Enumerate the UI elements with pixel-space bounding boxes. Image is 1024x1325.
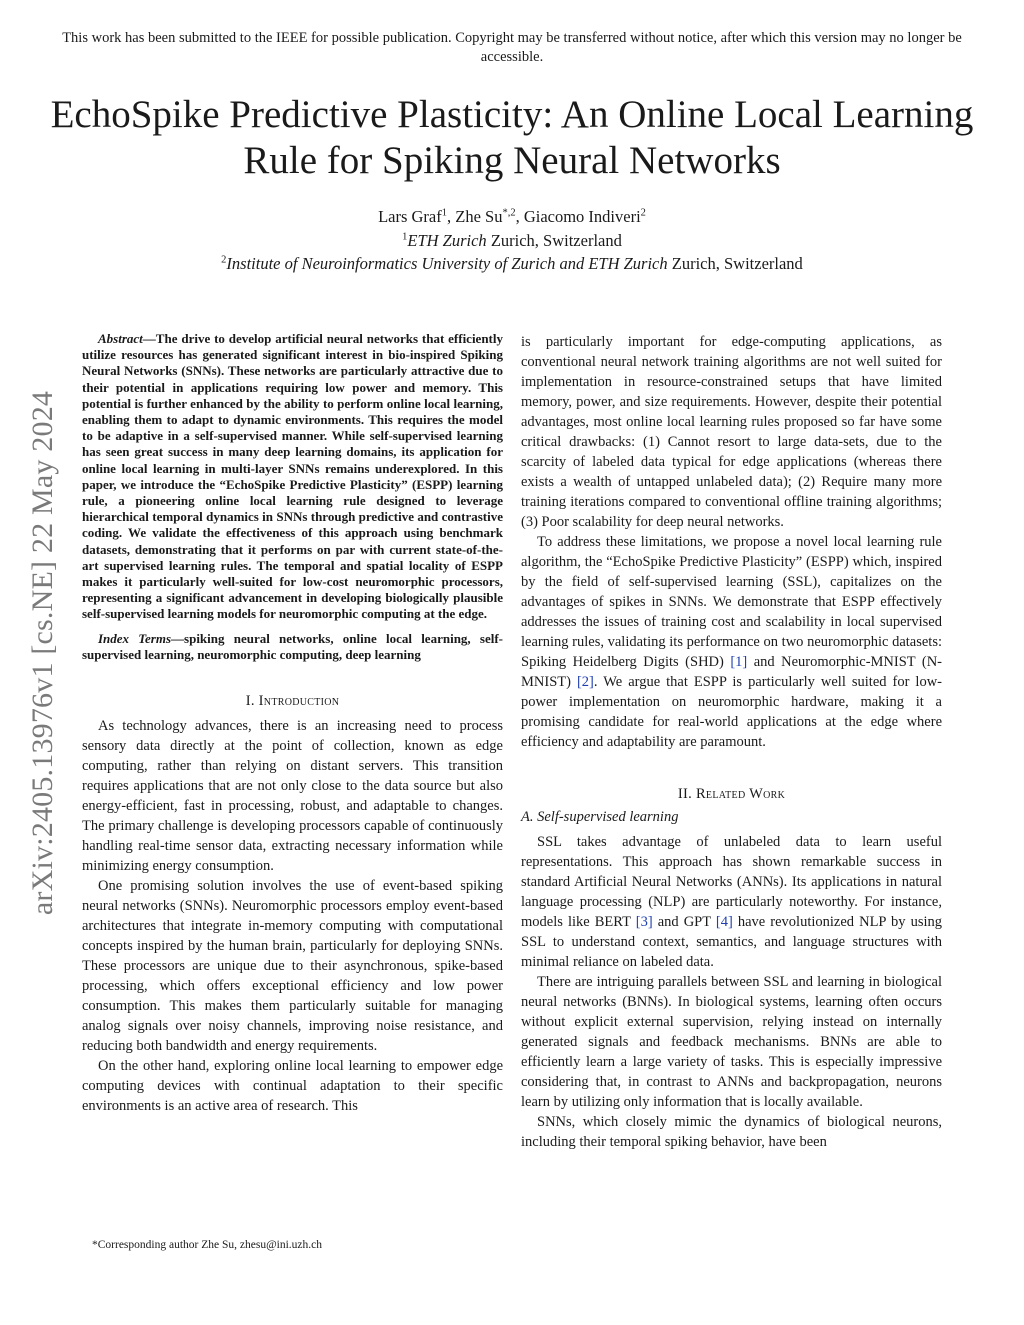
author-list — [40, 205, 984, 229]
paragraph: As technology advances, there is an increasing need to process sensory data directly at the point of collection, known as edge computing, rather than relying on distant servers. This transition requires applications that are not only close to the data source but also energy-efficient, fast in processing, robust, and adaptable to changes. The primary challenge is developing processors capable of continuously handling real-time sensor data, extracting necessary information while minimizing energy consumption. — [82, 718, 503, 875]
paragraph-text: SSL takes advantage of unlabeled data to learn useful representations. This approach has shown remarkable success in standard Artificial Neural Networks (ANNs). Its applications in natural language processing (NLP) are particularly noteworthy. For instance, models like BERT — [521, 834, 942, 930]
affiliation-institution: Institute of Neuroinformatics University of Zurich and ETH Zurich — [226, 254, 668, 273]
author-affiliation-mark: *,2 — [502, 207, 516, 219]
right-column — [521, 332, 942, 1152]
paragraph: is particularly important for edge-computing applications, as conventional neural network training algorithms are not well suited for implementation in resource-constrained setups that have limited memory, power, and size requirements. However, despite their potential advantages, most online local learning rules proposed so far have some critical drawbacks: (1) Cannot resort to large data-sets, due to the scarcity of labeled data typical for edge applications (whereas there exists a wealth of untapped unlabeled data); (2) Require many more training iterations compared to conventional offline training algorithms; (3) Poor scalability for deep neural networks. — [521, 334, 942, 530]
author-affiliation-mark: 1 — [441, 207, 447, 219]
paragraph: There are intriguing parallels between SSL and learning in biological neural networks (BNNs). In biological systems, learning often occurs without explicit external supervision, relying instead on internally generated signals and feedback mechanisms. BNNs are able to efficiently learn a large variety of tasks. This is especially impressive considering that, in contrast to ANNs and backpropagation, neurons learn by utilizing only information that is locally available. — [521, 974, 942, 1110]
section-heading-related-work: II. Related Work — [677, 786, 786, 802]
left-column — [82, 331, 503, 1116]
paragraph-text: and Neuromorphic-MNIST (N-MNIST) — [521, 654, 942, 690]
paragraph — [521, 832, 942, 972]
submission-notice: This work has been submitted to the IEEE for possible publication. Copyright may be transferred without notice, after which this version may no longer be accessible. — [62, 30, 962, 65]
index-terms-text: —spiking neural networks, online local learning, self-supervised learning, neuromorphic computing, deep learning — [82, 630, 503, 662]
affiliation-location: Zurich, Switzerland — [486, 231, 622, 250]
subsection-heading: A. Self-supervised learning — [521, 809, 679, 825]
author-separator: , — [515, 207, 524, 226]
affiliation-mark: 2 — [221, 254, 227, 266]
affiliation-mark: 1 — [402, 231, 408, 243]
paragraph-text: To address these limitations, we propose a novel local learning rule algorithm, the “EchoSpike Predictive Plasticity” (ESPP) which, inspired by the field of self-supervised learning (SSL), capitalizes on the advantages of spikes in SNNs. We demonstrate that ESPP effectively addresses the issues of training cost and scalability in local supervised learning rules, validating its performance on two neuromorphic datasets: Spiking Heidelberg Digits (SHD) — [521, 534, 942, 670]
footnote: *Corresponding author Zhe Su, zhesu@ini.uzh.ch — [92, 1239, 323, 1251]
citation-link[interactable]: [1] — [730, 654, 748, 670]
author-name: Giacomo Indiveri — [523, 207, 641, 226]
paragraph-text: and GPT — [652, 914, 716, 930]
citation-link[interactable]: [2] — [576, 674, 594, 690]
section-heading-introduction: I. Introduction — [245, 693, 340, 710]
affiliation-2 — [40, 252, 984, 276]
paragraph: One promising solution involves the use of event-based spiking neural networks (SNNs). Neuromorphic processors employ event-based architectures that integrate in-memory computing with computational concepts inspired by the human brain, particularly for deploying SNNs. These processors are unique due to their asynchronous, spike-based processing, which offers exceptional efficiency and low power consumption. This makes them particularly suitable for managing analog signals over noisy channels, improving noise resistance, and reducing both bandwidth and energy requirements. — [82, 878, 503, 1055]
abstract — [82, 331, 503, 623]
abstract-label: Abstract — [98, 331, 143, 346]
index-terms — [82, 631, 503, 663]
paper-title: EchoSpike Predictive Plasticity: An Online Local Learning Rule for Spiking Neural Networks — [50, 93, 974, 182]
author-name: Zhe Su — [455, 207, 503, 226]
paragraph — [521, 532, 942, 752]
paragraph-text: have revolutionized NLP by using SSL to understand context, semantics, and language structures with minimal reliance on labeled data. — [521, 914, 942, 970]
index-terms-label: Index Terms — [98, 630, 172, 646]
abstract-text: —The drive to develop artificial neural networks that efficiently utilize resources has generated significant interest in bio-inspired Spiking Neural Networks (SNNs). These networks are particularly attractive due to their potential in applications requiring low power and memory. This potential is further enhanced by the ability to perform online local learning, enabling them to adapt to dynamic environments. This requires the model to be adaptive in a self-supervised manner. While self-supervised learning has seen great success in many deep learning domains, its application for online local learning in multi-layer SNNs remains underexplored. In this paper, we introduce the “EchoSpike Predictive Plasticity” (ESPP) learning rule, a pioneering online local learning rule designed to leverage hierarchical temporal dynamics in SNNs through predictive and contrastive coding. We validate the effectiveness of this approach using benchmark datasets, demonstrating that it performs on par with current state-of-the-art supervised learning rules. The temporal and spatial locality of ESPP makes it particularly well-suited for low-cost neuromorphic processors, representing a significant advancement in developing biologically plausible self-supervised learning models for neuromorphic computing at the edge. — [82, 331, 503, 622]
affiliation-institution: ETH Zurich — [407, 231, 487, 250]
paragraph: On the other hand, exploring online local learning to empower edge computing devices with continual adaptation to their specific environments is an active area of research. This — [82, 1058, 503, 1115]
paragraph-text: . We argue that ESPP is particularly well suited for low-power implementation on neuromorphic hardware, making it a promising candidate for real-world applications at the edge where efficiency and adaptability are paramount. — [521, 674, 942, 750]
citation-link[interactable]: [3] — [635, 914, 653, 930]
affiliation-location: Zurich, Switzerland — [667, 254, 803, 273]
author-affiliation-mark: 2 — [640, 207, 646, 219]
citation-link[interactable]: [4] — [715, 914, 733, 930]
author-separator: , — [446, 207, 456, 226]
paragraph: SNNs, which closely mimic the dynamics of biological neurons, including their temporal spiking behavior, have been — [521, 1114, 942, 1150]
arxiv-identifier[interactable]: arXiv:2405.13976v1 [cs.NE] 22 May 2024 — [26, 390, 59, 916]
affiliation-1 — [40, 229, 984, 253]
author-name: Lars Graf — [378, 207, 442, 226]
